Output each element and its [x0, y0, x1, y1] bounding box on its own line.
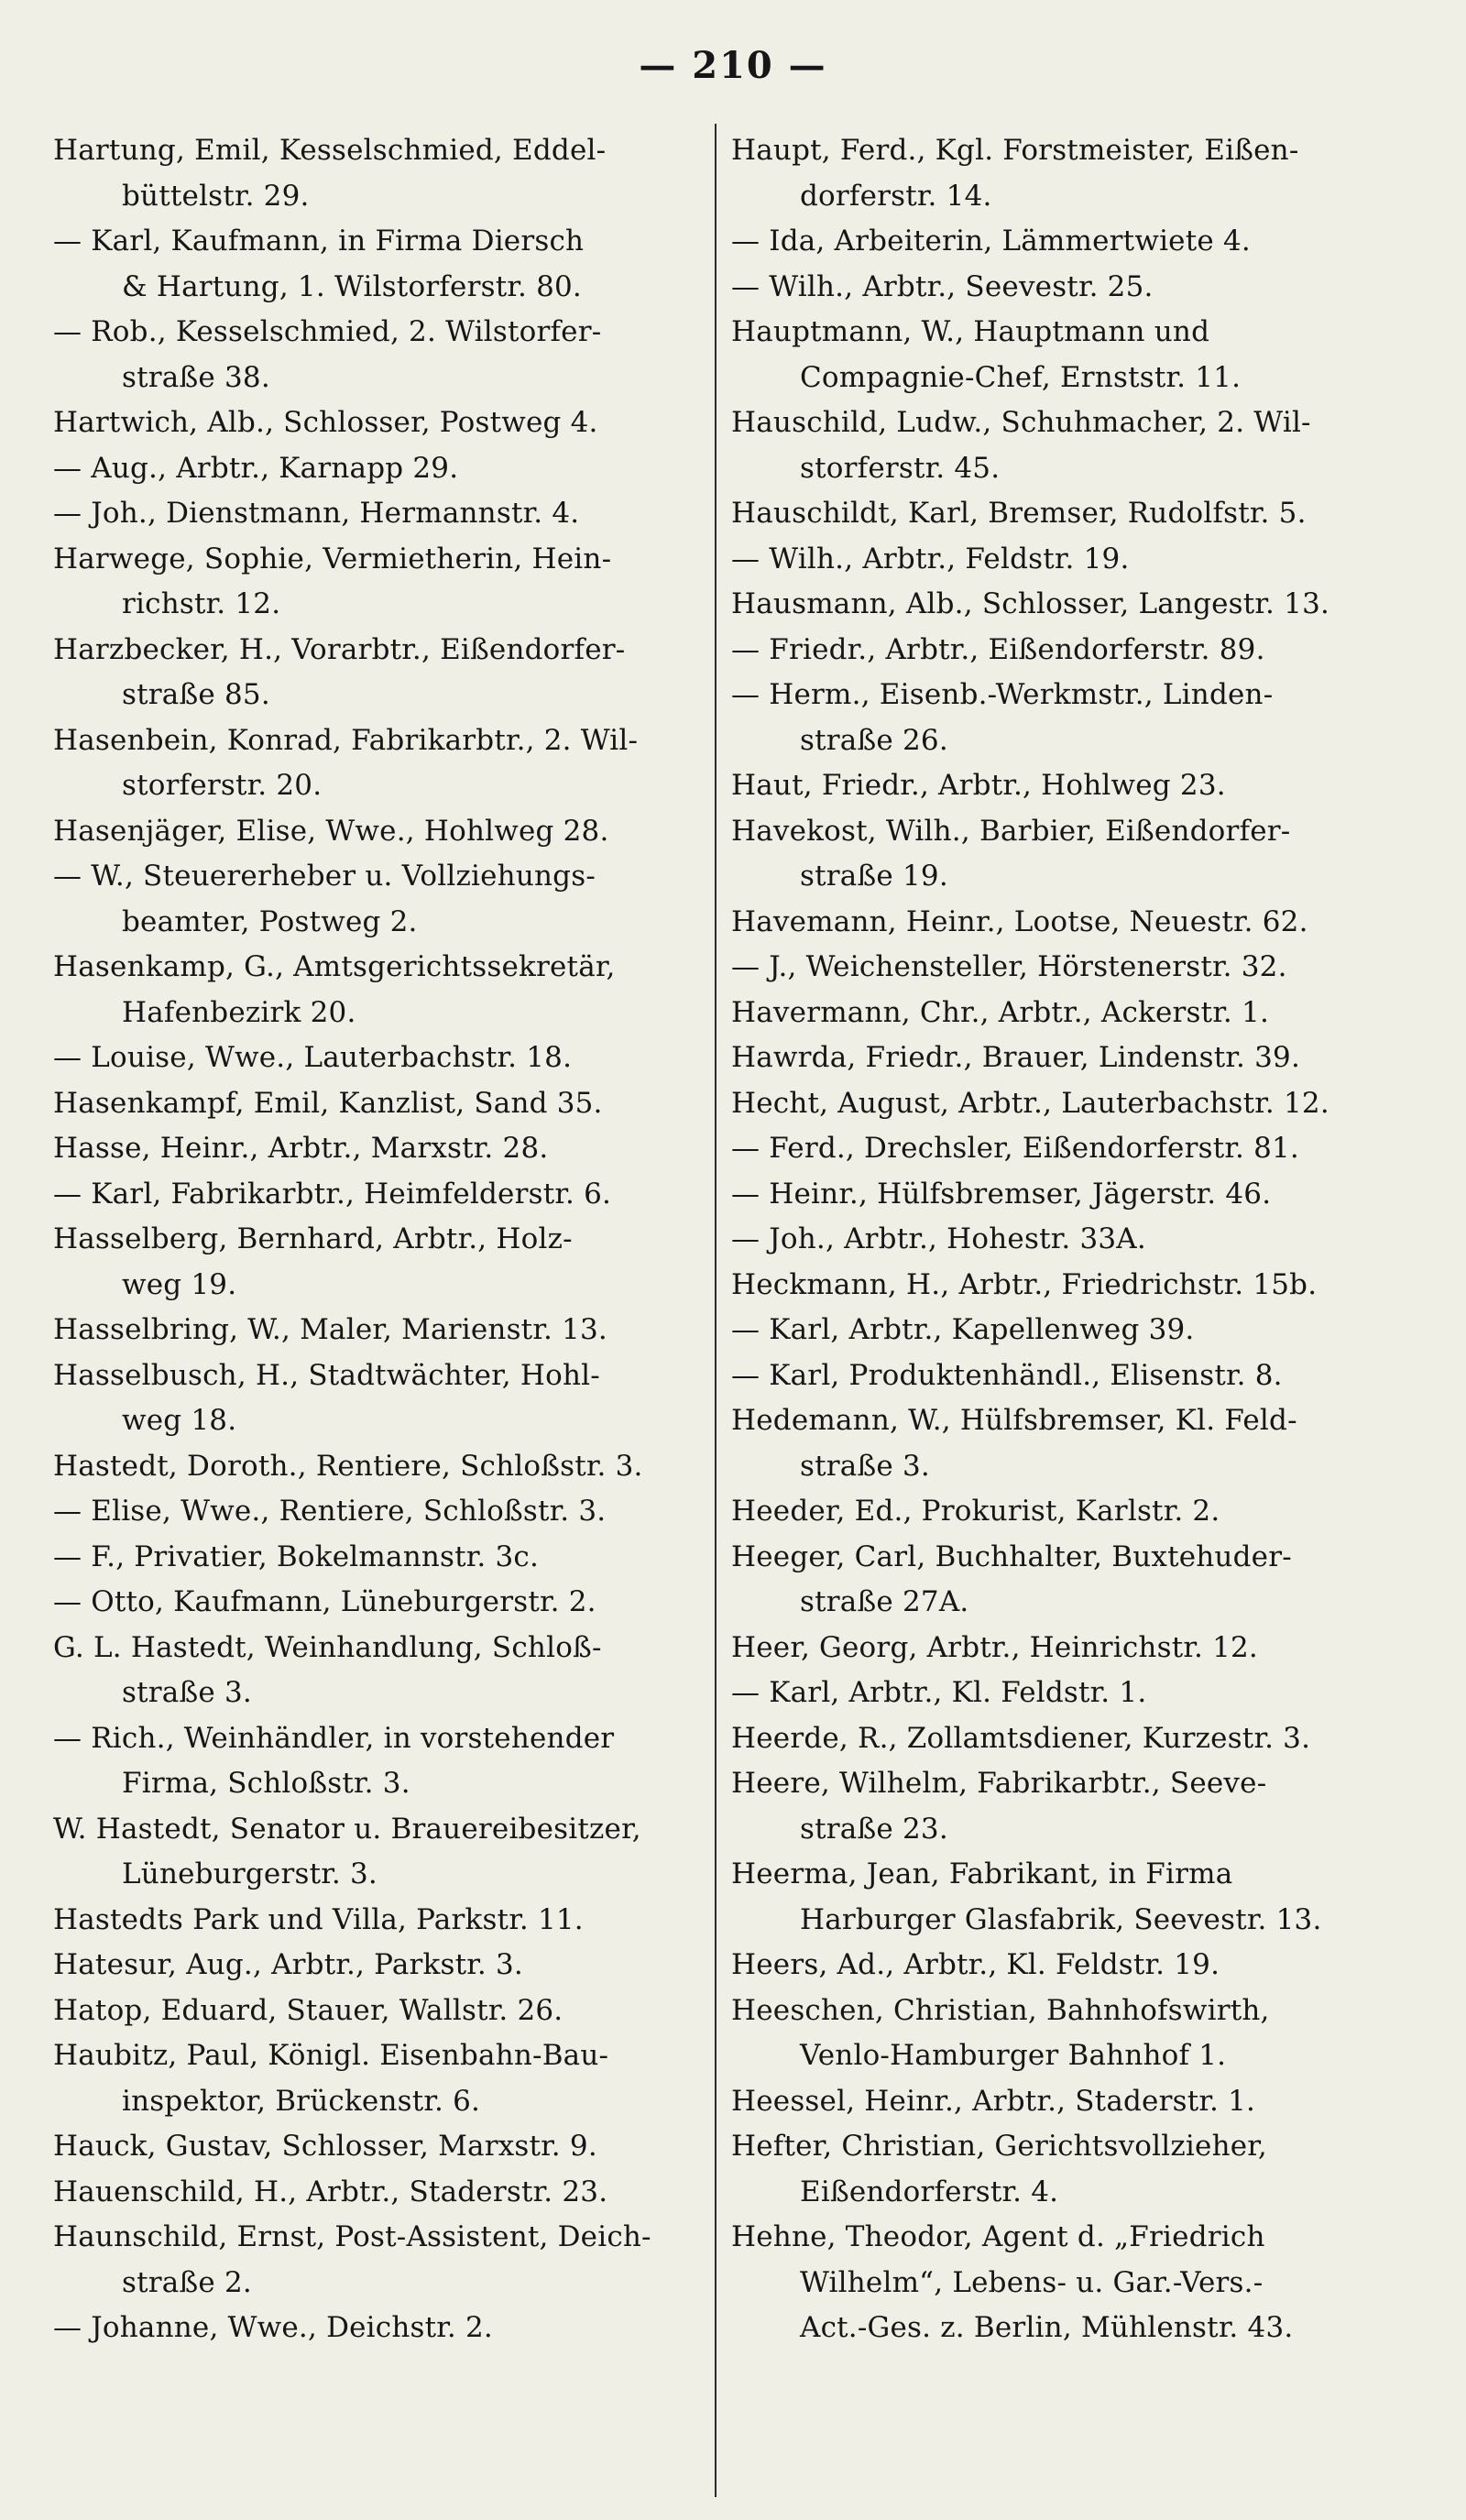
directory-entry	[53, 128, 736, 219]
entry-line: — Friedr., Arbtr., Eißendorferstr. 89.	[731, 632, 1265, 666]
entry-line: — Aug., Arbtr., Karnapp 29.	[53, 451, 459, 485]
entry-line: Hecht, August, Arbtr., Lauterbachstr. 12.	[731, 1086, 1329, 1120]
entry-line: W. Hastedt, Senator u. Brauereibesitzer,	[53, 1812, 641, 1846]
entry-line: Havemann, Heinr., Lootse, Neuestr. 62.	[731, 904, 1308, 938]
directory-entry	[731, 537, 1414, 583]
entry-line: Heerma, Jean, Fabrikant, in Firma	[731, 1857, 1233, 1890]
directory-entry	[53, 1626, 736, 1716]
entry-continuation-line: straße 38.	[122, 360, 270, 394]
directory-entry	[731, 1671, 1414, 1716]
directory-entry	[731, 1217, 1414, 1263]
directory-entry	[53, 1943, 736, 1989]
directory-entry	[53, 809, 736, 855]
entry-line: Hauptmann, W., Hauptmann und	[731, 315, 1210, 348]
directory-entry	[53, 1716, 736, 1807]
entry-line: G. L. Hastedt, Weinhandlung, Schloß-	[53, 1630, 602, 1664]
entry-line: — Joh., Arbtr., Hohestr. 33A.	[731, 1222, 1146, 1255]
directory-entry	[731, 1989, 1414, 2079]
directory-entry	[53, 1535, 736, 1581]
left-column	[53, 128, 736, 2351]
entry-line: Harwege, Sophie, Vermietherin, Hein-	[53, 542, 612, 575]
entry-line: Hastedt, Doroth., Rentiere, Schloßstr. 3.	[53, 1449, 643, 1483]
directory-entry	[53, 1217, 736, 1308]
entry-continuation-line: Lüneburgerstr. 3.	[122, 1857, 377, 1890]
directory-entry	[53, 1126, 736, 1172]
entry-line: Heere, Wilhelm, Fabrikarbtr., Seeve-	[731, 1767, 1267, 1800]
entry-continuation-line: Eißendorferstr. 4.	[800, 2175, 1059, 2208]
directory-entry	[53, 1807, 736, 1898]
entry-line: Havermann, Chr., Arbtr., Ackerstr. 1.	[731, 995, 1270, 1029]
entry-continuation-line: storferstr. 45.	[800, 451, 1001, 485]
entry-line: — Karl, Produktenhändl., Elisenstr. 8.	[731, 1358, 1283, 1392]
entry-line: Heeder, Ed., Prokurist, Karlstr. 2.	[731, 1495, 1220, 1528]
directory-entry	[731, 265, 1414, 311]
entry-line: — Herm., Eisenb.-Werkmstr., Linden-	[731, 678, 1274, 711]
entry-line: Hasse, Heinr., Arbtr., Marxstr. 28.	[53, 1132, 549, 1165]
entry-line: Hauck, Gustav, Schlosser, Marxstr. 9.	[53, 2130, 597, 2163]
entry-line: Hauschild, Ludw., Schuhmacher, 2. Wil-	[731, 406, 1311, 439]
entry-line: — Ida, Arbeiterin, Lämmertwiete 4.	[731, 225, 1251, 257]
entry-line: Haunschild, Ernst, Post-Assistent, Deich-	[53, 2220, 651, 2253]
directory-entry	[53, 446, 736, 492]
directory-entry	[731, 1626, 1414, 1671]
directory-entry	[53, 1580, 736, 1626]
entry-line: — Joh., Dienstmann, Hermannstr. 4.	[53, 497, 580, 530]
directory-entry	[731, 2079, 1414, 2125]
entry-continuation-line: Harburger Glasfabrik, Seevestr. 13.	[800, 1902, 1322, 1936]
directory-entry	[731, 1263, 1414, 1309]
entry-line: — Wilh., Arbtr., Feldstr. 19.	[731, 542, 1130, 575]
entry-continuation-line: Venlo-Hamburger Bahnhof 1.	[800, 2039, 1227, 2072]
entry-line: Hasenkampf, Emil, Kanzlist, Sand 35.	[53, 1086, 603, 1120]
entry-line: Hastedts Park und Villa, Parkstr. 11.	[53, 1902, 584, 1936]
entry-line: Hauschildt, Karl, Bremser, Rudolfstr. 5.	[731, 497, 1307, 530]
entry-line: Haut, Friedr., Arbtr., Hohlweg 23.	[731, 769, 1226, 802]
entry-line: Hasselbusch, H., Stadtwächter, Hohl-	[53, 1358, 600, 1392]
directory-entry	[53, 2170, 736, 2216]
directory-entry	[53, 1172, 736, 1218]
entry-line: — Karl, Kaufmann, in Firma Diersch	[53, 225, 585, 257]
directory-entry	[53, 491, 736, 537]
entry-line: — Wilh., Arbtr., Seevestr. 25.	[731, 269, 1154, 303]
directory-entry	[53, 2215, 736, 2306]
directory-entry	[731, 1308, 1414, 1353]
entry-line: — Johanne, Wwe., Deichstr. 2.	[53, 2311, 493, 2344]
directory-entry	[731, 763, 1414, 809]
entry-line: — Elise, Wwe., Rentiere, Schloßstr. 3.	[53, 1495, 607, 1528]
entry-continuation-line: richstr. 12.	[122, 587, 281, 620]
entry-line: Hasselbring, W., Maler, Marienstr. 13.	[53, 1313, 607, 1346]
entry-line: — J., Weichensteller, Hörstenerstr. 32.	[731, 950, 1287, 983]
directory-entry	[731, 1489, 1414, 1535]
directory-entry	[53, 1489, 736, 1535]
directory-entry	[53, 1989, 736, 2034]
directory-entry	[731, 1126, 1414, 1172]
directory-entry	[53, 400, 736, 446]
directory-entry	[53, 945, 736, 1035]
entry-line: Harzbecker, H., Vorarbtr., Eißendorfer-	[53, 632, 626, 666]
entry-continuation-line: straße 27A.	[800, 1585, 969, 1618]
entry-line: — W., Steuererheber u. Vollziehungs-	[53, 860, 596, 893]
entry-line: Heers, Ad., Arbtr., Kl. Feldstr. 19.	[731, 1948, 1220, 1981]
directory-entry	[731, 1035, 1414, 1081]
entry-line: Havekost, Wilh., Barbier, Eißendorfer-	[731, 814, 1291, 848]
entry-continuation-line: Hafenbezirk 20.	[122, 995, 356, 1029]
entry-line: — Karl, Arbtr., Kl. Feldstr. 1.	[731, 1676, 1147, 1709]
entry-line: Hartwich, Alb., Schlosser, Postweg 4.	[53, 406, 598, 439]
right-column	[731, 128, 1414, 2351]
entry-continuation-line: dorferstr. 14.	[800, 179, 992, 213]
entry-continuation-line: straße 26.	[800, 723, 948, 757]
directory-entry	[53, 718, 736, 809]
directory-entry	[53, 628, 736, 718]
entry-line: Hasenjäger, Elise, Wwe., Hohlweg 28.	[53, 814, 609, 848]
entry-line: — Rob., Kesselschmied, 2. Wilstorfer-	[53, 315, 602, 348]
directory-entry	[731, 809, 1414, 900]
directory-entry	[731, 1353, 1414, 1399]
directory-entry	[731, 1398, 1414, 1489]
entry-continuation-line: straße 85.	[122, 678, 270, 711]
entry-line: — Ferd., Drechsler, Eißendorferstr. 81.	[731, 1132, 1299, 1165]
directory-entry	[731, 945, 1414, 991]
directory-entry	[53, 1081, 736, 1127]
entry-continuation-line: & Hartung, 1. Wilstorferstr. 80.	[122, 269, 582, 303]
directory-entry	[731, 400, 1414, 491]
entry-line: Hasselberg, Bernhard, Arbtr., Holz-	[53, 1222, 573, 1255]
directory-entry	[731, 491, 1414, 537]
directory-entry	[53, 1353, 736, 1444]
directory-entry	[53, 2124, 736, 2170]
entry-continuation-line: Compagnie-Chef, Ernststr. 11.	[800, 360, 1242, 394]
directory-entry	[731, 900, 1414, 946]
entry-continuation-line: weg 18.	[122, 1404, 237, 1437]
entry-line: Haupt, Ferd., Kgl. Forstmeister, Eißen-	[731, 134, 1299, 167]
entry-line: Hartung, Emil, Kesselschmied, Eddel-	[53, 134, 607, 167]
entry-line: Hasenkamp, G., Amtsgerichtssekretär,	[53, 950, 616, 983]
entry-line: Heessel, Heinr., Arbtr., Staderstr. 1.	[731, 2084, 1256, 2118]
entry-line: Hehne, Theodor, Agent d. „Friedrich	[731, 2220, 1265, 2253]
directory-entry	[53, 1308, 736, 1353]
entry-line: — Heinr., Hülfsbremser, Jägerstr. 46.	[731, 1177, 1272, 1211]
entry-line: Heeschen, Christian, Bahnhofswirth,	[731, 1993, 1270, 2027]
directory-entry	[53, 310, 736, 400]
entry-continuation-line: Act.-Ges. z. Berlin, Mühlenstr. 43.	[800, 2311, 1294, 2344]
directory-entry	[731, 1852, 1414, 1943]
directory-entry	[731, 1761, 1414, 1852]
entry-line: — Karl, Arbtr., Kapellenweg 39.	[731, 1313, 1195, 1346]
entry-line: Haubitz, Paul, Königl. Eisenbahn-Bau-	[53, 2039, 609, 2072]
entry-continuation-line: straße 3.	[122, 1676, 252, 1709]
entry-continuation-line: Firma, Schloßstr. 3.	[122, 1767, 410, 1800]
entry-line: Hausmann, Alb., Schlosser, Langestr. 13.	[731, 587, 1330, 620]
entry-continuation-line: storferstr. 20.	[122, 769, 323, 802]
directory-entry	[731, 991, 1414, 1036]
directory-entry	[731, 310, 1414, 400]
directory-entry	[731, 219, 1414, 265]
directory-entry	[53, 1035, 736, 1081]
entry-line: Heeger, Carl, Buchhalter, Buxtehuder-	[731, 1539, 1292, 1573]
entry-line: Hatop, Eduard, Stauer, Wallstr. 26.	[53, 1993, 563, 2027]
directory-entry	[731, 1081, 1414, 1127]
directory-entry	[53, 854, 736, 945]
directory-entry	[53, 2033, 736, 2124]
directory-entry	[731, 1943, 1414, 1989]
directory-entry	[731, 1172, 1414, 1218]
directory-entry	[731, 582, 1414, 628]
page-number: — 210 —	[639, 44, 827, 87]
entry-continuation-line: straße 2.	[122, 2265, 252, 2299]
entry-continuation-line: beamter, Postweg 2.	[122, 904, 418, 938]
entry-line: Heerde, R., Zollamtsdiener, Kurzestr. 3.	[731, 1721, 1311, 1755]
entry-line: — F., Privatier, Bokelmannstr. 3c.	[53, 1539, 540, 1573]
directory-entry	[731, 628, 1414, 674]
column-divider	[715, 124, 717, 2497]
entry-continuation-line: straße 3.	[800, 1449, 930, 1483]
directory-entry	[731, 673, 1414, 763]
entry-line: Hatesur, Aug., Arbtr., Parkstr. 3.	[53, 1948, 523, 1981]
entry-line: Hasenbein, Konrad, Fabrikarbtr., 2. Wil-	[53, 723, 639, 757]
entry-continuation-line: weg 19.	[122, 1267, 237, 1301]
directory-entry	[731, 1535, 1414, 1626]
directory-entry	[731, 2124, 1414, 2215]
entry-line: Heckmann, H., Arbtr., Friedrichstr. 15b.	[731, 1267, 1318, 1301]
directory-entry	[731, 1716, 1414, 1762]
entry-line: Hauenschild, H., Arbtr., Staderstr. 23.	[53, 2175, 608, 2208]
entry-line: — Otto, Kaufmann, Lüneburgerstr. 2.	[53, 1585, 596, 1618]
entry-line: — Karl, Fabrikarbtr., Heimfelderstr. 6.	[53, 1177, 612, 1211]
directory-entry	[53, 1898, 736, 1944]
directory-entry	[53, 537, 736, 628]
entry-continuation-line: straße 23.	[800, 1812, 948, 1846]
directory-entry	[53, 1444, 736, 1490]
directory-entry	[53, 2306, 736, 2351]
entry-line: Hefter, Christian, Gerichtsvollzieher,	[731, 2130, 1267, 2163]
directory-entry	[731, 128, 1414, 219]
entry-continuation-line: Wilhelm“, Lebens- u. Gar.-Vers.-	[800, 2265, 1264, 2299]
entry-continuation-line: inspektor, Brückenstr. 6.	[122, 2084, 481, 2118]
entry-continuation-line: büttelstr. 29.	[122, 179, 310, 213]
directory-entry	[53, 219, 736, 310]
entry-line: Heer, Georg, Arbtr., Heinrichstr. 12.	[731, 1630, 1258, 1664]
entry-line: Hedemann, W., Hülfsbremser, Kl. Feld-	[731, 1404, 1297, 1437]
directory-entry	[731, 2215, 1414, 2351]
entry-line: Hawrda, Friedr., Brauer, Lindenstr. 39.	[731, 1041, 1301, 1074]
entry-line: — Louise, Wwe., Lauterbachstr. 18.	[53, 1041, 573, 1074]
entry-continuation-line: straße 19.	[800, 860, 948, 893]
entry-line: — Rich., Weinhändler, in vorstehender	[53, 1721, 615, 1755]
